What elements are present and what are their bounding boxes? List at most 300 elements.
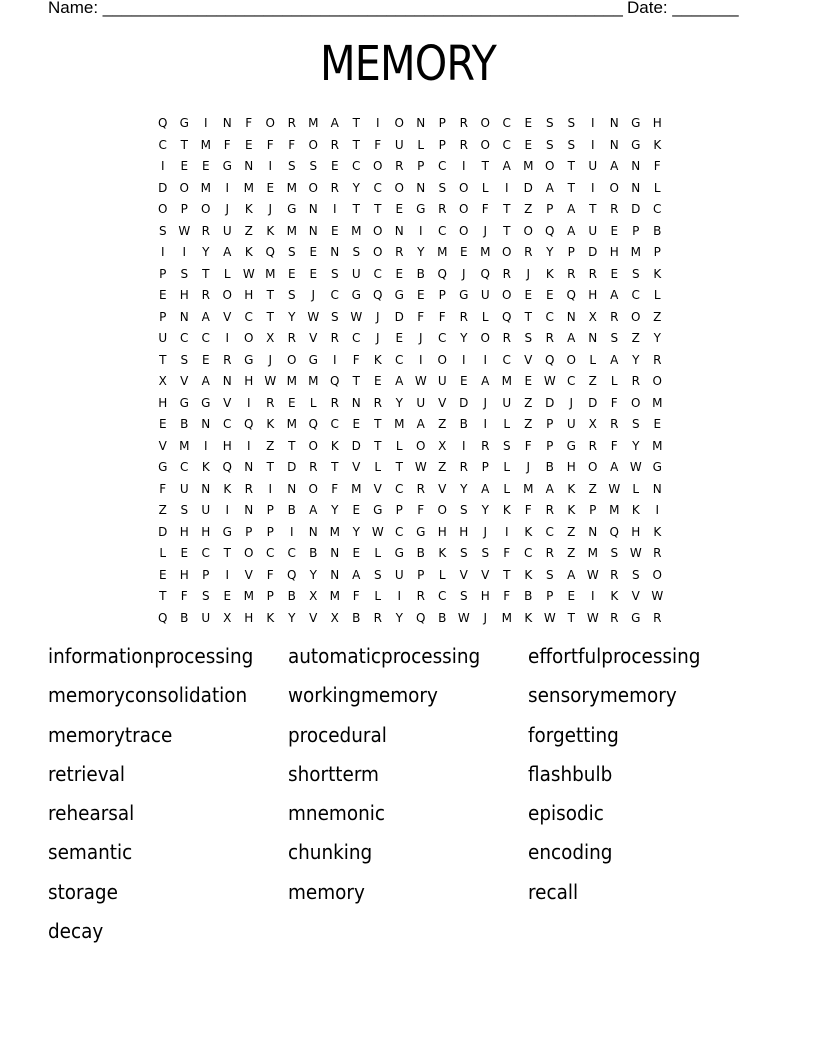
- grid-letter: T: [266, 288, 274, 302]
- grid-letter: O: [308, 180, 318, 195]
- grid-letter: M: [308, 374, 319, 388]
- grid-letter: O: [652, 374, 662, 388]
- grid-letter: N: [287, 481, 297, 496]
- grid-letter: E: [309, 266, 318, 281]
- grid-letter: O: [179, 180, 189, 195]
- grid-letter: C: [330, 417, 339, 431]
- grid-letter: R: [545, 503, 554, 517]
- grid-letter: H: [609, 245, 619, 259]
- grid-letter: M: [630, 245, 641, 259]
- grid-row: [152, 328, 668, 350]
- grid-letter: R: [524, 245, 533, 259]
- grid-letter: G: [222, 524, 232, 539]
- grid-letter: F: [159, 481, 167, 496]
- grid-letter: L: [395, 438, 403, 453]
- grid-letter: V: [180, 374, 189, 388]
- grid-letter: O: [308, 481, 318, 496]
- grid-letter: S: [438, 180, 447, 195]
- grid-row: [152, 608, 668, 630]
- grid-letter: C: [395, 524, 404, 539]
- grid-letter: F: [610, 438, 618, 453]
- grid-letter: S: [373, 567, 382, 582]
- grid-letter: F: [417, 309, 425, 324]
- grid-letter: Y: [546, 245, 554, 259]
- grid-letter: E: [610, 266, 619, 281]
- word-list-item: sensorymemory: [528, 683, 677, 708]
- grid-letter: A: [416, 417, 425, 431]
- grid-letter: R: [610, 309, 619, 324]
- grid-letter: U: [588, 223, 598, 238]
- grid-letter: A: [545, 481, 554, 496]
- grid-letter: F: [180, 589, 188, 603]
- grid-letter: S: [631, 417, 640, 431]
- grid-letter: M: [480, 245, 491, 259]
- grid-letter: Z: [266, 438, 275, 453]
- grid-letter: R: [502, 331, 511, 345]
- grid-letter: P: [632, 223, 640, 238]
- grid-letter: I: [332, 202, 337, 216]
- grid-letter: D: [545, 395, 555, 410]
- grid-letter: O: [308, 137, 318, 152]
- grid-letter: S: [459, 503, 468, 517]
- grid-letter: W: [629, 546, 642, 560]
- grid-letter: U: [394, 137, 404, 152]
- grid-letter: E: [524, 288, 533, 302]
- grid-letter: T: [567, 180, 575, 195]
- grid-letter: W: [629, 460, 642, 474]
- grid-row: [152, 586, 668, 608]
- grid-letter: A: [352, 567, 361, 582]
- grid-letter: M: [243, 180, 254, 195]
- word-list-item: encoding: [528, 840, 613, 865]
- grid-letter: S: [545, 137, 554, 152]
- grid-row: [152, 135, 668, 157]
- grid-letter: U: [222, 223, 232, 238]
- grid-letter: N: [179, 309, 189, 324]
- grid-letter: M: [351, 223, 362, 238]
- grid-letter: G: [179, 395, 189, 410]
- grid-letter: V: [481, 567, 490, 582]
- grid-letter: I: [461, 438, 466, 453]
- grid-letter: Z: [158, 503, 167, 517]
- grid-letter: N: [244, 159, 254, 173]
- grid-letter: O: [480, 137, 490, 152]
- grid-letter: V: [438, 395, 447, 410]
- grid-letter: Y: [331, 503, 339, 517]
- grid-letter: R: [330, 331, 339, 345]
- grid-letter: A: [567, 567, 576, 582]
- grid-letter: H: [244, 610, 254, 625]
- grid-letter: K: [610, 589, 619, 603]
- grid-letter: H: [459, 524, 469, 539]
- grid-letter: P: [245, 524, 253, 539]
- grid-letter: M: [286, 180, 297, 195]
- grid-letter: T: [481, 159, 489, 173]
- grid-letter: N: [201, 417, 211, 431]
- grid-letter: V: [459, 567, 468, 582]
- grid-row: [152, 565, 668, 587]
- grid-letter: E: [373, 374, 382, 388]
- grid-letter: J: [569, 395, 574, 410]
- grid-letter: E: [524, 116, 533, 130]
- grid-letter: C: [158, 137, 167, 152]
- grid-letter: R: [244, 481, 253, 496]
- grid-letter: K: [373, 352, 382, 367]
- grid-letter: G: [308, 352, 318, 367]
- grid-letter: O: [588, 460, 598, 474]
- grid-row: [152, 264, 668, 286]
- grid-letter: C: [223, 417, 232, 431]
- grid-letter: R: [567, 266, 576, 281]
- word-list-item: semantic: [48, 840, 133, 865]
- grid-letter: K: [524, 567, 533, 582]
- grid-row: [152, 307, 668, 329]
- grid-letter: T: [567, 159, 575, 173]
- grid-letter: E: [352, 503, 361, 517]
- grid-letter: S: [180, 266, 189, 281]
- grid-letter: V: [223, 395, 232, 410]
- grid-letter: W: [350, 309, 363, 324]
- grid-letter: Q: [287, 567, 297, 582]
- grid-letter: C: [180, 460, 189, 474]
- grid-row: [152, 242, 668, 264]
- grid-letter: R: [610, 610, 619, 625]
- grid-letter: E: [158, 417, 167, 431]
- grid-letter: O: [631, 395, 641, 410]
- grid-row: [152, 457, 668, 479]
- grid-letter: I: [590, 116, 595, 130]
- grid-letter: C: [180, 331, 189, 345]
- grid-letter: N: [652, 481, 662, 496]
- grid-letter: D: [523, 180, 533, 195]
- grid-letter: G: [631, 610, 641, 625]
- grid-letter: Q: [244, 417, 254, 431]
- word-list-item: rehearsal: [48, 801, 135, 826]
- grid-letter: Z: [567, 546, 576, 560]
- grid-letter: O: [480, 331, 490, 345]
- grid-letter: W: [307, 309, 320, 324]
- grid-letter: F: [288, 137, 296, 152]
- grid-letter: M: [501, 610, 512, 625]
- grid-letter: M: [501, 374, 512, 388]
- grid-letter: L: [374, 589, 382, 603]
- grid-letter: R: [459, 116, 468, 130]
- grid-letter: G: [566, 438, 576, 453]
- grid-letter: W: [371, 524, 384, 539]
- grid-letter: N: [330, 567, 340, 582]
- grid-letter: R: [309, 460, 318, 474]
- grid-letter: I: [461, 352, 466, 367]
- grid-letter: C: [373, 266, 382, 281]
- grid-row: [152, 199, 668, 221]
- grid-letter: O: [459, 180, 469, 195]
- grid-letter: O: [394, 116, 404, 130]
- grid-letter: I: [225, 503, 230, 517]
- grid-letter: T: [503, 567, 511, 582]
- grid-letter: N: [330, 245, 340, 259]
- grid-letter: R: [395, 159, 404, 173]
- word-list-item: informationprocessing: [48, 644, 254, 668]
- grid-letter: C: [631, 288, 640, 302]
- grid-letter: E: [309, 245, 318, 259]
- grid-letter: Y: [632, 352, 640, 367]
- grid-letter: E: [524, 137, 533, 152]
- grid-letter: S: [309, 159, 318, 173]
- grid-letter: T: [589, 202, 597, 216]
- grid-letter: H: [566, 460, 576, 474]
- grid-letter: P: [438, 116, 446, 130]
- grid-letter: V: [158, 438, 167, 453]
- grid-letter: T: [331, 460, 339, 474]
- grid-letter: W: [586, 567, 599, 582]
- grid-letter: N: [308, 202, 318, 216]
- grid-letter: F: [610, 395, 618, 410]
- grid-letter: T: [352, 202, 360, 216]
- grid-letter: M: [179, 438, 190, 453]
- grid-letter: H: [179, 288, 189, 302]
- grid-letter: P: [266, 589, 274, 603]
- grid-letter: T: [374, 202, 382, 216]
- grid-letter: E: [416, 288, 425, 302]
- grid-letter: A: [567, 202, 576, 216]
- grid-letter: I: [590, 589, 595, 603]
- grid-letter: H: [631, 524, 641, 539]
- grid-letter: Z: [438, 460, 447, 474]
- grid-letter: G: [373, 503, 383, 517]
- grid-letter: R: [330, 180, 339, 195]
- grid-letter: F: [245, 116, 253, 130]
- grid-letter: K: [266, 223, 275, 238]
- grid-letter: K: [223, 481, 232, 496]
- grid-row: [152, 221, 668, 243]
- grid-letter: E: [395, 266, 404, 281]
- grid-letter: D: [459, 395, 469, 410]
- grid-letter: S: [610, 546, 619, 560]
- grid-letter: Q: [609, 524, 619, 539]
- grid-letter: H: [588, 288, 598, 302]
- grid-letter: T: [395, 460, 403, 474]
- grid-letter: B: [309, 546, 318, 560]
- grid-letter: A: [610, 352, 619, 367]
- grid-letter: I: [268, 481, 273, 496]
- grid-letter: O: [244, 546, 254, 560]
- grid-letter: P: [266, 503, 274, 517]
- grid-letter: T: [352, 116, 360, 130]
- name-field-label: Name: _______________________________________________________: [48, 0, 623, 17]
- grid-letter: R: [545, 331, 554, 345]
- grid-letter: D: [351, 438, 361, 453]
- grid-letter: P: [417, 567, 425, 582]
- grid-letter: D: [158, 524, 168, 539]
- grid-letter: W: [414, 374, 427, 388]
- grid-letter: Q: [502, 309, 512, 324]
- grid-letter: I: [655, 503, 660, 517]
- grid-letter: R: [223, 352, 232, 367]
- grid-letter: R: [266, 395, 275, 410]
- grid-letter: H: [437, 524, 447, 539]
- grid-letter: J: [483, 223, 488, 238]
- grid-letter: Y: [288, 610, 296, 625]
- grid-letter: I: [246, 438, 251, 453]
- grid-letter: D: [631, 202, 641, 216]
- grid-letter: C: [352, 159, 361, 173]
- grid-letter: S: [502, 438, 511, 453]
- grid-letter: F: [417, 503, 425, 517]
- grid-letter: S: [545, 567, 554, 582]
- word-list-item: memoryconsolidation: [48, 683, 248, 708]
- grid-letter: R: [653, 610, 662, 625]
- grid-letter: Z: [567, 524, 576, 539]
- grid-letter: Y: [352, 524, 360, 539]
- grid-letter: Y: [352, 180, 360, 195]
- grid-letter: L: [223, 266, 231, 281]
- grid-letter: N: [308, 223, 318, 238]
- grid-letter: L: [438, 567, 446, 582]
- grid-letter: O: [373, 245, 383, 259]
- grid-letter: S: [330, 309, 339, 324]
- grid-letter: J: [526, 460, 531, 474]
- grid-letter: U: [566, 417, 576, 431]
- grid-letter: W: [651, 589, 664, 603]
- grid-letter: F: [331, 481, 339, 496]
- grid-letter: I: [590, 137, 595, 152]
- grid-letter: W: [414, 460, 427, 474]
- grid-row: [152, 350, 668, 372]
- grid-letter: C: [502, 116, 511, 130]
- grid-letter: F: [524, 438, 532, 453]
- grid-letter: K: [545, 266, 554, 281]
- grid-letter: U: [201, 503, 211, 517]
- grid-letter: O: [631, 309, 641, 324]
- grid-letter: N: [588, 331, 598, 345]
- grid-letter: E: [158, 567, 167, 582]
- grid-letter: R: [631, 374, 640, 388]
- grid-letter: P: [438, 288, 446, 302]
- grid-row: [152, 156, 668, 178]
- grid-letter: M: [200, 137, 211, 152]
- grid-letter: M: [609, 503, 620, 517]
- grid-letter: O: [416, 438, 426, 453]
- grid-letter: C: [287, 546, 296, 560]
- grid-letter: C: [502, 137, 511, 152]
- grid-letter: I: [504, 524, 509, 539]
- grid-letter: F: [266, 567, 274, 582]
- grid-letter: K: [524, 610, 533, 625]
- grid-letter: M: [265, 266, 276, 281]
- grid-letter: U: [480, 288, 490, 302]
- grid-letter: X: [588, 417, 597, 431]
- grid-letter: E: [545, 288, 554, 302]
- grid-letter: Y: [395, 610, 403, 625]
- grid-letter: M: [652, 395, 663, 410]
- grid-letter: A: [481, 481, 490, 496]
- grid-letter: R: [653, 546, 662, 560]
- grid-letter: P: [546, 438, 554, 453]
- grid-letter: F: [481, 202, 489, 216]
- grid-letter: B: [416, 546, 425, 560]
- grid-letter: V: [309, 610, 318, 625]
- grid-letter: G: [631, 137, 641, 152]
- grid-letter: A: [330, 116, 339, 130]
- word-list-item: effortfulprocessing: [528, 644, 701, 668]
- grid-letter: Z: [524, 202, 533, 216]
- grid-letter: E: [395, 331, 404, 345]
- grid-letter: Z: [588, 374, 597, 388]
- grid-letter: P: [438, 137, 446, 152]
- grid-letter: F: [223, 137, 231, 152]
- grid-letter: C: [502, 352, 511, 367]
- grid-letter: B: [438, 610, 447, 625]
- grid-letter: K: [266, 417, 275, 431]
- grid-letter: O: [373, 159, 383, 173]
- grid-letter: Y: [417, 245, 425, 259]
- grid-letter: B: [287, 503, 296, 517]
- grid-letter: M: [351, 481, 362, 496]
- grid-letter: S: [180, 352, 189, 367]
- grid-letter: R: [416, 481, 425, 496]
- grid-letter: B: [459, 417, 468, 431]
- grid-letter: F: [503, 546, 511, 560]
- grid-letter: I: [246, 395, 251, 410]
- grid-letter: V: [373, 481, 382, 496]
- grid-letter: R: [330, 395, 339, 410]
- grid-letter: O: [566, 352, 576, 367]
- grid-letter: F: [653, 159, 661, 173]
- grid-letter: K: [266, 610, 275, 625]
- grid-letter: I: [332, 352, 337, 367]
- grid-letter: A: [201, 309, 210, 324]
- grid-letter: Y: [288, 309, 296, 324]
- grid-letter: U: [394, 567, 404, 582]
- grid-letter: G: [416, 524, 426, 539]
- grid-letter: N: [222, 116, 232, 130]
- grid-letter: R: [610, 567, 619, 582]
- grid-letter: A: [567, 223, 576, 238]
- grid-letter: R: [610, 202, 619, 216]
- word-list-item: decay: [48, 919, 104, 944]
- word-list-item: automaticprocessing: [288, 644, 481, 668]
- grid-letter: Y: [202, 245, 210, 259]
- grid-row: [152, 113, 668, 135]
- word-list-item: memorytrace: [48, 722, 173, 747]
- grid-letter: S: [287, 288, 296, 302]
- grid-letter: B: [545, 460, 554, 474]
- grid-letter: J: [483, 395, 488, 410]
- grid-letter: C: [438, 331, 447, 345]
- word-list: [48, 642, 768, 956]
- grid-letter: L: [503, 481, 511, 496]
- grid-letter: W: [457, 610, 470, 625]
- grid-letter: U: [416, 395, 426, 410]
- grid-letter: P: [266, 524, 274, 539]
- grid-letter: L: [503, 460, 511, 474]
- grid-letter: S: [481, 546, 490, 560]
- grid-letter: I: [375, 116, 380, 130]
- grid-letter: I: [203, 438, 208, 453]
- grid-letter: O: [523, 223, 533, 238]
- grid-letter: L: [503, 417, 511, 431]
- grid-letter: E: [459, 374, 468, 388]
- grid-letter: E: [287, 395, 296, 410]
- grid-letter: I: [504, 180, 509, 195]
- grid-letter: P: [417, 159, 425, 173]
- grid-letter: K: [438, 546, 447, 560]
- grid-letter: S: [158, 223, 167, 238]
- grid-row: [152, 393, 668, 415]
- grid-letter: J: [268, 352, 273, 367]
- grid-letter: Q: [265, 245, 275, 259]
- grid-letter: K: [201, 460, 210, 474]
